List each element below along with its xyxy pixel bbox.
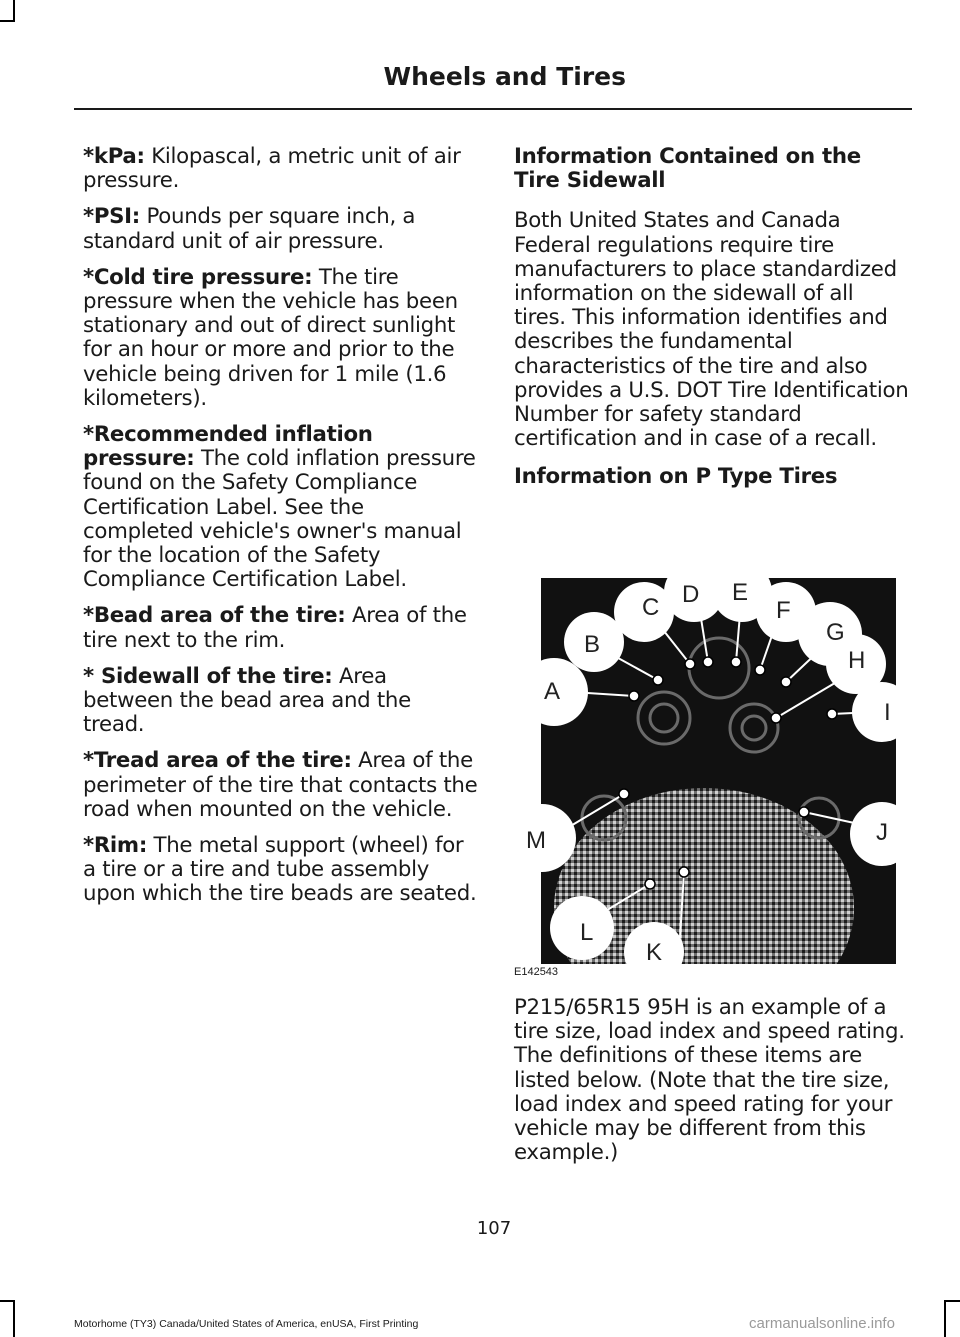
callout-dot [781, 677, 791, 687]
definition: Area of the tire next to the rim. [83, 603, 467, 653]
example-paragraph-block [514, 996, 909, 1177]
crop-mark [0, 1300, 13, 1302]
term: *Rim: [83, 833, 148, 859]
term: *kPa: [83, 144, 145, 169]
callout-label-h: H [848, 647, 866, 674]
term: *Bead area of the tire: [83, 603, 346, 629]
example-paragraph: P215/65R15 95H is an example of a tire size, load index and speed rating. The definitions of these items are listed below. (Note that the tire size, load index and speed rating for your vehicle may be different from this example.) [514, 995, 905, 1166]
callout-dot [629, 691, 639, 701]
right-column [514, 145, 909, 506]
term: *Cold tire pressure: [83, 264, 313, 290]
crop-mark [0, 20, 13, 22]
figure-code: E142543 [514, 966, 559, 978]
callout-label-d: D [682, 581, 700, 608]
section-heading-p-type-tires: Information on P Type Tires [514, 464, 838, 490]
definition: Pounds per square inch, a standard unit of air pressure. [83, 204, 416, 254]
callout-dot [685, 659, 695, 669]
callout-dot [731, 657, 741, 667]
definition-sidewall [83, 665, 478, 738]
callout-dot [653, 675, 663, 685]
definition-psi [83, 205, 478, 253]
callout-dot [827, 709, 837, 719]
callout-label-m: M [526, 827, 546, 854]
tire-sidewall-figure [514, 578, 896, 982]
page-header [74, 62, 912, 110]
callout-label-e: E [732, 579, 749, 606]
section-heading-sidewall-info: Information Contained on the Tire Sidewall [514, 144, 861, 194]
definition-bead-area [83, 604, 478, 652]
callout-dot [679, 867, 689, 877]
definition: The cold inflation pressure found on the Safety Compliance Certification Label. See the completed vehicle's owner's manual for the location of the Safety Compliance Certification Label. [83, 446, 476, 593]
tire-illustration [514, 578, 896, 964]
callout-dot [619, 789, 629, 799]
callout-label-f: F [776, 597, 791, 624]
sidewall-info-paragraph: Both United States and Canada Federal regulations require tire manufacturers to place standardized information on the sidewall of all tires. This information identifies and describes the fundamental characteristics of the tire and also provides a U.S. DOT Tire Identification Number for safety standard certification and in case of a recall. [514, 208, 909, 452]
crop-mark [13, 1300, 15, 1337]
definition: The metal support (wheel) for a tire or a tire and tube assembly upon which the tire beads are seated. [83, 833, 477, 907]
callout-label-l: L [580, 919, 594, 946]
term: * Sidewall of the tire: [83, 663, 333, 689]
definition-rim [83, 834, 478, 907]
page-title: Wheels and Tires [383, 62, 626, 91]
callout-dot [771, 713, 781, 723]
crop-mark [944, 1300, 946, 1337]
definition-cold-tire-pressure [83, 266, 478, 411]
definition-recommended-inflation [83, 423, 478, 592]
callout-dot [755, 665, 765, 675]
callout-dot [703, 657, 713, 667]
definition: Kilopascal, a metric unit of air pressure. [83, 144, 461, 194]
definition-kpa [83, 145, 478, 193]
crop-mark [13, 0, 15, 22]
definition: The tire pressure when the vehicle has been stationary and out of direct sunlight for an hour or more and prior to the vehicle being driven for 1 mile (1.6 kilometers). [83, 264, 458, 411]
term: *PSI: [83, 204, 141, 230]
page-footer: Motorhome (TY3) Canada/United States of America, enUSA, First Printing [74, 1318, 419, 1330]
callout-label-i: I [884, 699, 891, 726]
page-number: 107 [476, 1218, 512, 1239]
callout-dot [645, 879, 655, 889]
definition: Area of the perimeter of the tire that contacts the road when mounted on the vehicle. [83, 748, 478, 822]
callout-dot [799, 807, 809, 817]
definition: Area between the bead area and the tread. [83, 663, 411, 738]
callout-label-a: A [544, 678, 561, 705]
callout-label-b: B [584, 631, 601, 658]
term: *Recommended inflation pressure: [83, 422, 373, 472]
callout-label-k: K [646, 939, 663, 964]
crop-mark [946, 1300, 960, 1302]
watermark-text: carmanualsonline.info [749, 1315, 895, 1332]
callout-label-c: C [642, 594, 660, 621]
term: *Tread area of the tire: [83, 748, 352, 774]
left-column [83, 145, 478, 919]
header-rule [74, 108, 912, 110]
callout-label-j: J [876, 819, 888, 846]
callout-label-g: G [826, 619, 845, 646]
definition-tread-area [83, 749, 478, 822]
